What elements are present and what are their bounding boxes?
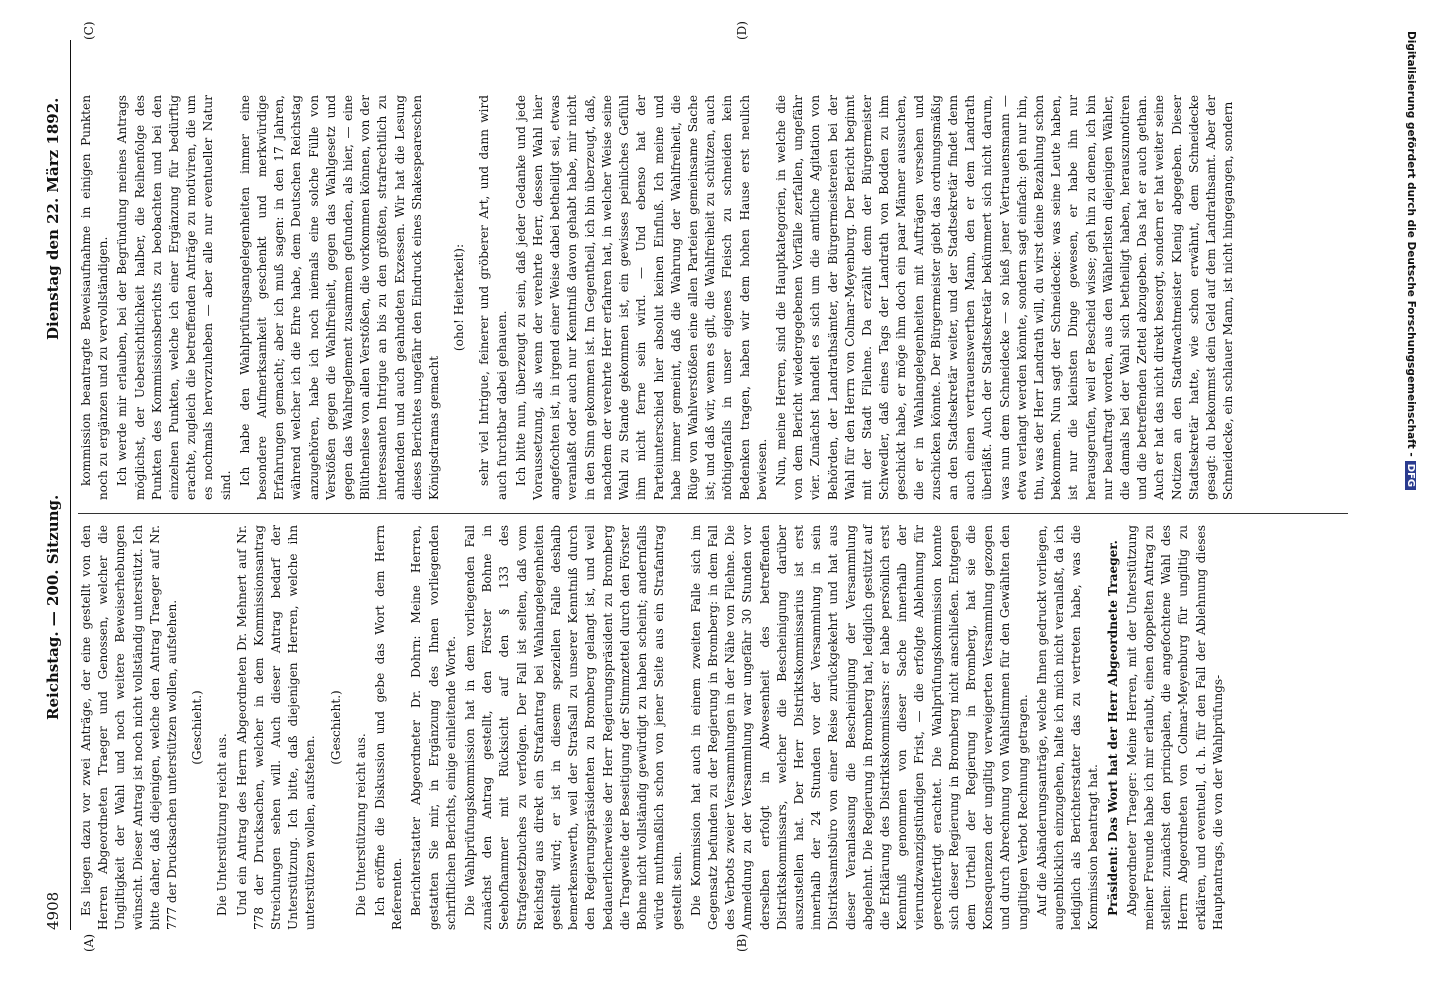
margin-letter-d: (D) (735, 21, 749, 40)
paragraph: Nun, meine Herren, sind die Hauptkategorien, in welche die von dem Bericht wiedergegebenen Vorfälle zerfallen, ungefähr vier. Zunächst handelt es sich um die amtliche Agitation von Behörden, der Landrathsämter, der Bürgermeistereien bei der Wahl für den Herrn von Colmar-Meyenburg. Der Bericht beginnt mit der Stadt Filehne. Da erzählt denn der Bürgermeister Schwedler, daß eines Tags der Landrath von Bodden zu ihm geschickt habe, er möge ihm doch ein paar Männer aussuchen, die er in Wahlangelegenheiten mit Aufträgen versehen und zuschicken könnte. Der Bürgermeister giebt das ordnungsmäßig an den Stadtsekretär weiter, und der Stadtsekretär findet denn auch einen vertrauenswerthen Mann, den er dem Landrath überläßt. Auch der Stadtsekretär bekümmert sich nicht darum, was nun dem Schneidecke — so hieß jener Vertrauensmann — etwa verlangt werden könnte, sondern sagt einfach: geh nur hin, thu, was der Herr Landrath will, du wirst deine Bezahlung schon bekommen. Nun sagt der Schneidecke: was seine Leute haben, ist nur die kleinsten Dinge gewesen, er habe ihn nur herausgerufen, weil er Bescheid wisse; geh hin zu denen, ich bin nur beauftragt worden, aus den Wählerlisten diejenigen Wähler, die damals bei der Wahl sich betheiligt haben, herauszunotiren und die betreffenden Zettel abzugeben. Das hat er auch gethan. Auch er hat das nicht direkt besorgt, sondern er hat weiter seine Notizen an den Stadtwachtmeister Klenig abgegeben. Dieser Stadtsekretär hatte, wie schon erwähnt, dem Schneidecke gesagt: du bekommst dein Geld auf dem Landrathsamt. Aber der Schneidecke, ein schlauer Mann, ist nicht hingegangen, sondern (773, 95, 1236, 500)
paragraph: Präsident: Das Wort hat der Herr Abgeordnete Traeger. (1105, 540, 1120, 916)
column-divider (78, 513, 1348, 514)
margin-letter-a: (A) (82, 933, 96, 952)
paragraph: Die Unterstützung reicht aus. (353, 733, 368, 916)
paragraph: kommission beantragte Beweisaufnahme in einigen Punkten noch zu ergänzen und zu vervollständigen. (79, 95, 111, 500)
margin-letter-c: (C) (82, 21, 96, 40)
footer-credit-text: Digitalisierung gefördert durch die Deutsche Forschungsgemeinschaft - (1405, 31, 1417, 457)
paragraph: (Geschieht.) (328, 690, 343, 765)
paragraph: Ich eröffne die Diskussion und gebe das Wort dem Herrn Referenten. (373, 525, 405, 930)
paragraph: Die Wahlprüfungskommission hat in dem vorliegenden Fall zunächst den Antrag gestellt, den Förster Bohne in Seehofhammer mit Rücksicht auf den § 133 des Strafgesetzbuches zu verfolgen. Der Fall ist selten, daß vom Reichstag aus direkt ein Strafantrag bei Wahlangelegenheiten gestellt wird; er ist in diesem speziellen Falle deshalb bemerkenswerth, weil der Strafsall zu unserer Kenntniß durch den Regierungspräsidenten zu Bromberg gelangt ist, und weil bedauerlicherweise der Herr Regierungspräsident zu Bromberg die Tragweite der Beseitigung der Stimmzettel durch den Förster Bohne nicht vollständig gewürdigt zu haben scheint; andernfalls würde muthmaßlich schon von jener Seite aus ein Strafantrag gestellt sein. (463, 525, 684, 930)
header-session: Reichstag. — 200. Sitzung. (44, 494, 62, 720)
paragraph: Auf die Abänderungsanträge, welche Ihnen gedruckt vorliegen, augenblicklich einzugehen, halte ich mich nicht veranlaßt, da ich lediglich als Berichterstatter das zu vertreten habe, was die Kommission beantragt hat. (1034, 525, 1101, 930)
paragraph: Berichterstatter Abgeordneter Dr. Dohrn: Meine Herren, gestatten Sie mir, in Ergänzung des Ihnen vorliegenden schriftlichen Berichts, einige einleitende Worte. (409, 525, 458, 930)
paragraph: (oho! Heiterkeit): (452, 243, 467, 352)
footer-credit (1396, 30, 1426, 970)
paragraph: Ich habe den Wahlprüfungsangelegenheiten immer eine besondere Aufmerksamkeit geschenkt und merkwürdige Erfahrungen gemacht; aber ich muß sagen: in den 17 Jahren, während welcher ich die Ehre habe, dem Deutschen Reichstag anzugehören, habe ich noch niemals eine solche Fülle von Verstößen gegen die Wahlfreiheit, gegen das Wahlgesetz und gegen das Wahlreglement zusammen gefunden, als hier, — eine Blüthenlese von allen Verstößen, die vorkommen können, von der interessanten Intrigue an bis zu den größten, strafrechtlich zu ahndenden und auch geahndeten Exzessen. Wir hat die Lesung dieses Berichtes ungefähr den Eindruck eines Shakespeareschen Königsdramas gemacht (237, 95, 442, 500)
paragraph: Abgeordneter Traeger: Meine Herren, mit der Unterstützung meiner Freunde habe ich mir erlaubt, einen doppelten Antrag zu stellen: zunächst den principalen, die angefochtene Wahl des Herrn Abgeordneten von Colmar-Meyenburg für ungiltig zu erklären, und eventuell, d. h. für den Fall der Ablehnung dieses Hauptantrags, die von der Wahlprüfungs- (1124, 525, 1225, 930)
header-rule (70, 40, 71, 930)
left-column (78, 525, 1229, 930)
page-number: 4908 (44, 891, 62, 930)
footer-text-wrap (1405, 31, 1417, 941)
paragraph: Es liegen dazu vor zwei Anträge, der eine gestellt von den Herren Abgeordneten Traeger und Genossen, welcher die Ungiltigkeit der Wahl und noch weitere Beweiserhebungen wünscht. Dieser Antrag ist noch nicht vollständig unterstützt. Ich bitte daher, daß diejenigen, welche den Antrag Traeger auf Nr. 777 der Drucksachen unterstützen wollen, aufstehen. (79, 525, 180, 930)
paragraph: Ich werde mir erlauben, bei der Begründung meines Antrags möglichst, der Uebersichtlichkeit halber, die Reihenfolge des Punkten des Kommissionsberichts zu beobachten und bei den einzelnen Punkten, welche ich einer Ergänzung für bedürftig erachte, zugleich die betreffenden Anträge zu motiviren, die um es nochmals hervorzuheben — aber alle nur eventueller Natur sind. (115, 95, 233, 500)
paragraph: sehr viel Intrigue, feinerer und gröberer Art, und dann wird auch furchtbar dabei gehauen. (477, 95, 509, 500)
dfg-logo: DFG (1405, 461, 1416, 490)
paragraph: Die Unterstützung reicht aus. (215, 733, 230, 916)
right-column (78, 95, 1239, 500)
paragraph: Und ein Antrag des Herrn Abgeordneten Dr. Mehnert auf Nr. 778 der Drucksachen, welcher in dem Kommissionsantrag Streichungen sehen will. Auch dieser Antrag bedarf der Unterstützung. Ich bitte, daß diejenigen Herren, welche ihn unterstützen wollen, aufstehen. (234, 525, 318, 930)
header-date: Dienstag den 22. März 1892. (44, 97, 62, 340)
page-header (40, 40, 70, 930)
paragraph: (Geschieht.) (190, 690, 205, 765)
paragraph: Die Kommission hat auch in einem zweiten Falle sich im Gegensatz befunden zu der Regierung in Bromberg: in dem Fall des Verbots zweier Versammlungen in der Nähe von Filehne. Die Anmeldung zu der Versammlung war ungefähr 30 Stunden vor derselben erfolgt in Abwesenheit des betreffenden Distriktskommissars, welcher die Bescheinigung darüber auszustellen hat. Der Herr Distriktskommissarius ist erst innerhalb der 24 Stunden vor der Versammlung in sein Distriktsamtsbüro von einer Reise zurückgekehrt und hat aus dieser Veranlassung die Bescheinigung der Versammlung abgelehnt. Die Regierung in Bromberg hat, lediglich gestützt auf die Erklärung des Distriktskommissars: er habe persönlich erst Kenntniß genommen von dieser Sache innerhalb der vierundzwanzigstündigen Frist, — die erfolgte Ablehnung für gerechtfertigt erachtet. Die Wahlprüfungskommission konnte sich dieser Regierung in Bromberg nicht anschließen. Entgegen dem Urtheil der Regierung in Bromberg, hat sie die Konsequenzen der ungiltig verweigerten Versammlung gezogen und durch Abrechnung von Wahlstimmen für den Gewählten den ungiltigen Verbot Rechnung getragen. (688, 525, 1030, 930)
margin-letter-b: (B) (735, 933, 749, 952)
paragraph: Ich bitte nun, überzeugt zu sein, daß jeder Gedanke und jede Voraussetzung, als wenn der verehrte Herr, dessen Wahl hier angefochten ist, in irgend einer Weise dabei betheiligt sei, etwas veranlaßt oder auch nur Kenntniß davon gehabt habe, mir nicht in den Sinn gekommen ist. Im Gegentheil, ich bin überzeugt, daß, nachdem der verehrte Herr erfahren hat, in welcher Weise seine Wahl zu Stande gekommen ist, ein gewisses peinliches Gefühl ihm nicht ferne sein wird. — Und ebenso hat der Parteiunterschied hier absolut keinen Einfluß. Ich meine und habe immer gemeint, daß die Wahrung der Wahlfreiheit, die Rüge von Wahlverstößen eine allen Parteien gemeinsame Sache ist; und daß wir, wenn es gilt, die Wahlfreiheit zu schützen, auch nöthigenfalls in unser eigenes Fleisch zu schneiden kein Bedenken tragen, haben wir dem hohen Hause erst neulich bewiesen. (513, 95, 769, 500)
